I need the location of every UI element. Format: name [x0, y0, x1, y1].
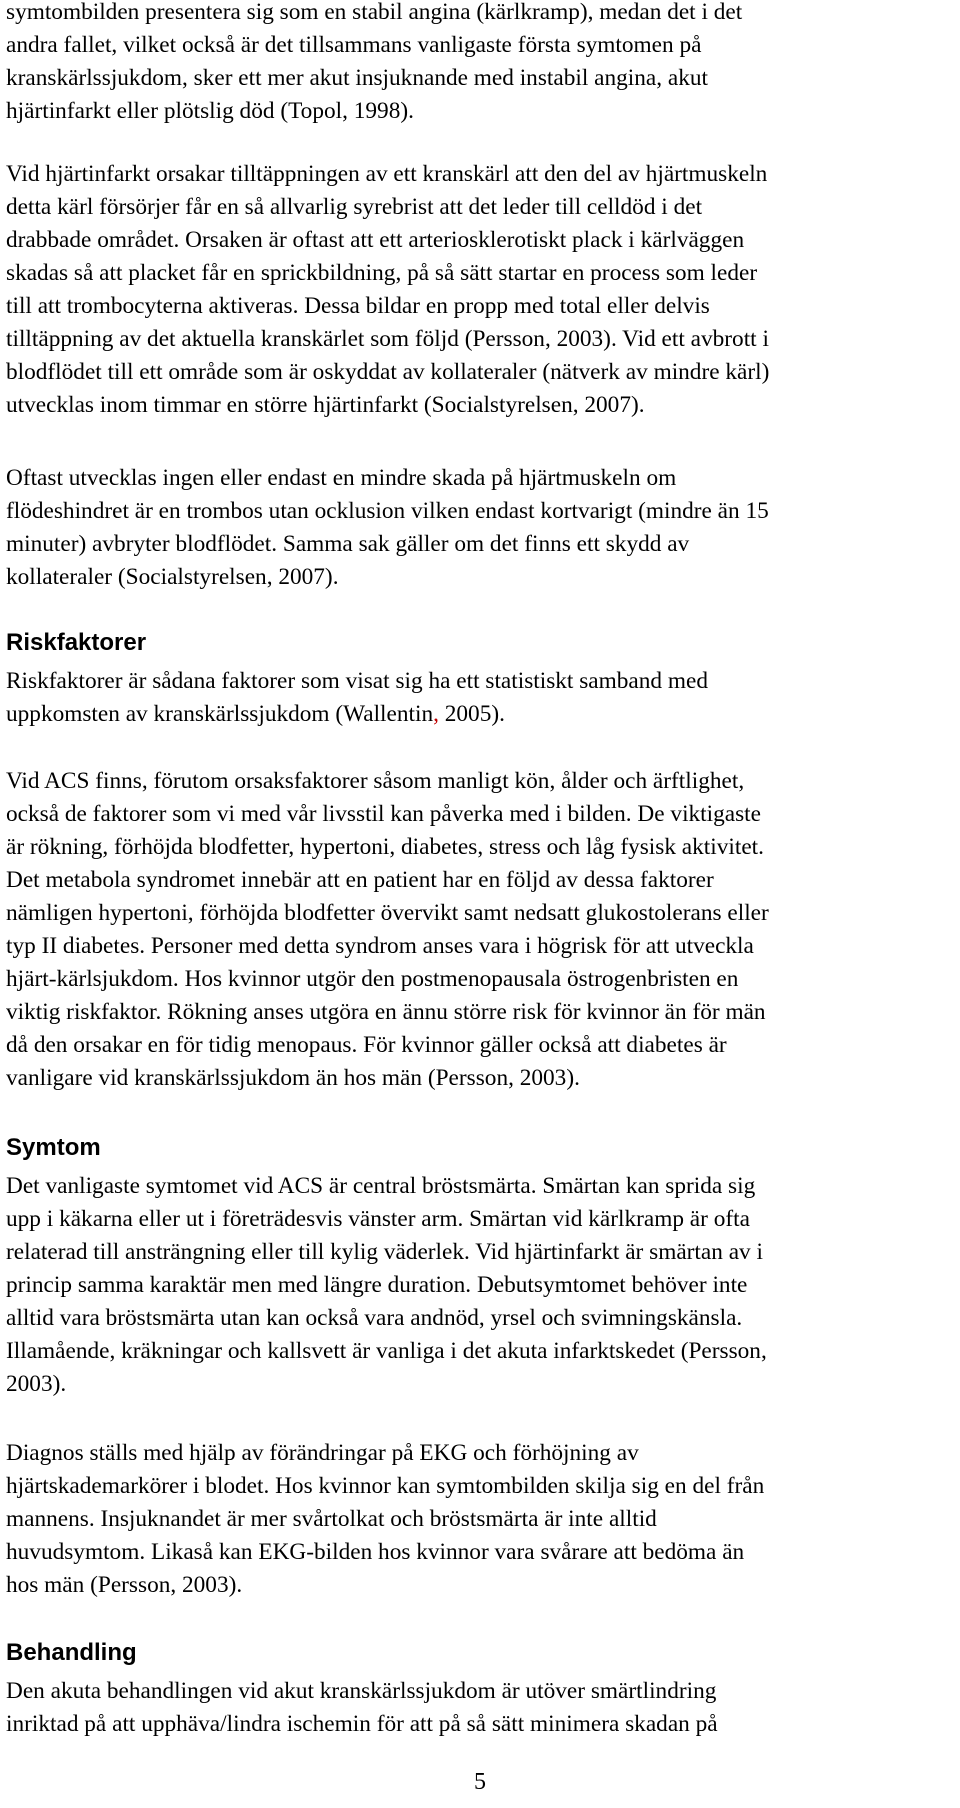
- text-line: nämligen hypertoni, förhöjda blodfetter övervikt samt nedsatt glukostolerans eller: [6, 900, 769, 926]
- text-line: relaterad till ansträngning eller till kylig väderlek. Vid hjärtinfarkt är smärtan av i: [6, 1239, 764, 1265]
- text-line: skadas så att placket får en sprickbildning, på så sätt startar en process som leder: [6, 260, 758, 286]
- paragraph-diagnos: [6, 1437, 764, 1602]
- paragraph-symtom: [6, 1170, 767, 1401]
- text-line: Den akuta behandlingen vid akut kranskärlssjukdom är utöver smärtlindring: [6, 1678, 717, 1704]
- paragraph-riskfaktorer-definition: [6, 665, 708, 731]
- paragraph-behandling: [6, 1675, 718, 1741]
- text-line: Riskfaktorer är sådana faktorer som visat sig ha ett statistiskt samband med: [6, 668, 708, 694]
- text-line: är rökning, förhöjda blodfetter, hypertoni, diabetes, stress och låg fysisk aktivitet.: [6, 834, 764, 860]
- text-line: drabbade området. Orsaken är oftast att ett arteriosklerotiskt plack i kärlväggen: [6, 227, 745, 253]
- page-number: 5: [474, 1769, 486, 1795]
- text-line: princip samma karaktär men med längre duration. Debutsymtomet behöver inte: [6, 1272, 748, 1298]
- text-line: kollateraler (Socialstyrelsen, 2007).: [6, 564, 339, 590]
- text-line: Det vanligaste symtomet vid ACS är central bröstsmärta. Smärtan kan sprida sig: [6, 1173, 756, 1199]
- paragraph-hjartinfarkt: [6, 158, 769, 422]
- text-line: flödeshindret är en trombos utan ocklusion vilken endast kortvarigt (mindre än 15: [6, 498, 769, 524]
- text-line: också de faktorer som vi med vår livsstil kan påverka med i bilden. De viktigaste: [6, 801, 761, 827]
- text-line: Vid ACS finns, förutom orsaksfaktorer såsom manligt kön, ålder och ärftlighet,: [6, 768, 745, 794]
- text-line: då den orsakar en för tidig menopaus. För kvinnor gäller också att diabetes är: [6, 1032, 727, 1058]
- text-line: symtombilden presentera sig som en stabil angina (kärlkramp), medan det i det: [6, 0, 743, 25]
- text-line: minuter) avbryter blodflödet. Samma sak gäller om det finns ett skydd av: [6, 531, 690, 557]
- heading-symtom: Symtom: [6, 1134, 101, 1161]
- text-line: hjärtskademarkörer i blodet. Hos kvinnor kan symtombilden skilja sig en del från: [6, 1473, 765, 1499]
- text-line: Illamående, kräkningar och kallsvett är vanliga i det akuta infarktskedet (Persson,: [6, 1338, 767, 1364]
- text-line: mannens. Insjuknandet är mer svårtolkat och bröstsmärta är inte alltid: [6, 1506, 657, 1532]
- text-line: inriktad på att upphäva/lindra ischemin för att på så sätt minimera skadan på: [6, 1711, 718, 1737]
- text-line: hjärt-kärlsjukdom. Hos kvinnor utgör den postmenopausala östrogenbristen en: [6, 966, 739, 992]
- text-line: Oftast utvecklas ingen eller endast en mindre skada på hjärtmuskeln om: [6, 465, 677, 491]
- text-line: huvudsymtom. Likaså kan EKG-bilden hos kvinnor vara svårare att bedöma än: [6, 1539, 745, 1565]
- text-line: kranskärlssjukdom, sker ett mer akut insjuknande med instabil angina, akut: [6, 65, 708, 91]
- text-line: 2003).: [6, 1371, 67, 1397]
- text-line: blodflödet till ett område som är oskyddat av kollateraler (nätverk av mindre kärl): [6, 359, 770, 385]
- text-segment: 2005).: [438, 701, 505, 727]
- text-line: tilltäppning av det aktuella kranskärlet som följd (Persson, 2003). Vid ett avbrott i: [6, 326, 769, 352]
- text-line: alltid vara bröstsmärta utan kan också vara andnöd, yrsel och svimningskänsla.: [6, 1305, 743, 1331]
- text-segment: uppkomsten av kranskärlssjukdom (Wallentin: [6, 701, 434, 727]
- text-line: utvecklas inom timmar en större hjärtinfarkt (Socialstyrelsen, 2007).: [6, 392, 645, 418]
- text-line: detta kärl försörjer får en så allvarlig syrebrist att det leder till celldöd i det: [6, 194, 703, 220]
- heading-behandling: Behandling: [6, 1639, 137, 1666]
- paragraph-angina: [6, 0, 742, 128]
- text-line: Det metabola syndromet innebär att en patient har en följd av dessa faktorer: [6, 867, 714, 893]
- heading-riskfaktorer: Riskfaktorer: [6, 629, 147, 656]
- paragraph-trombos: [6, 462, 769, 594]
- text-line: Vid hjärtinfarkt orsakar tilltäppningen av ett kranskärl att den del av hjärtmuskeln: [6, 161, 768, 187]
- highlighted-comma: ,: [433, 701, 439, 727]
- text-line: Diagnos ställs med hjälp av förändringar på EKG och förhöjning av: [6, 1440, 639, 1466]
- text-line: vanligare vid kranskärlssjukdom än hos män (Persson, 2003).: [6, 1065, 580, 1091]
- text-line: hjärtinfarkt eller plötslig död (Topol, 1998).: [6, 98, 414, 124]
- text-line: [6, 698, 708, 731]
- text-line: typ II diabetes. Personer med detta syndrom anses vara i högrisk för att utveckla: [6, 933, 754, 959]
- text-line: viktig riskfaktor. Rökning anses utgöra en ännu större risk för kvinnor än för män: [6, 999, 766, 1025]
- paragraph-acs-riskfaktorer: [6, 765, 769, 1095]
- text-line: hos män (Persson, 2003).: [6, 1572, 243, 1598]
- text-line: upp i käkarna eller ut i företrädesvis vänster arm. Smärtan vid kärlkramp är ofta: [6, 1206, 750, 1232]
- text-line: andra fallet, vilket också är det tillsammans vanligaste första symtomen på: [6, 32, 702, 58]
- text-line: till att trombocyterna aktiveras. Dessa bildar en propp med total eller delvis: [6, 293, 710, 319]
